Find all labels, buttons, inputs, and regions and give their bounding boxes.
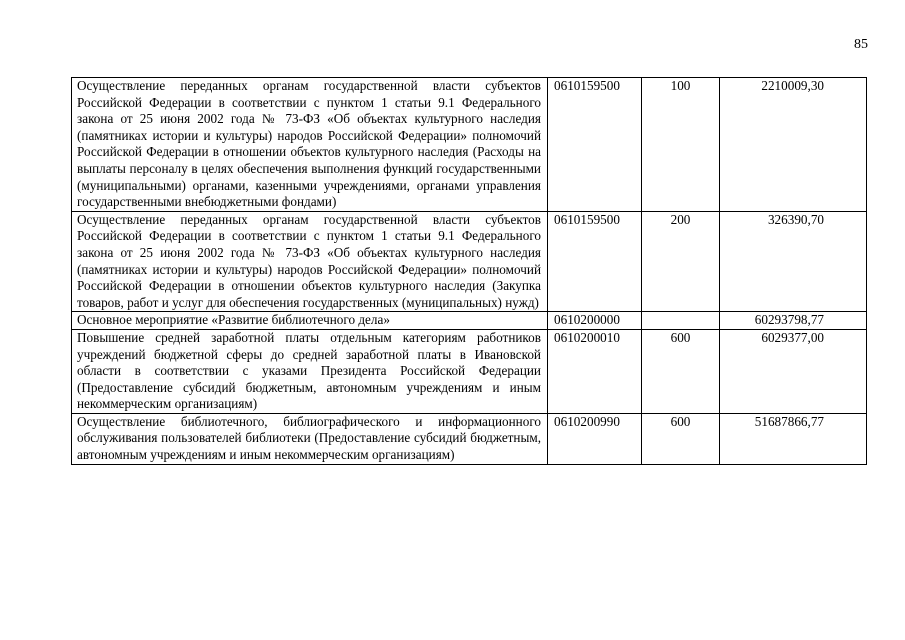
expense-type-cell: 600 (642, 329, 720, 413)
target-code-cell: 0610200990 (548, 413, 642, 464)
table-row (72, 78, 867, 212)
expense-name-cell: Осуществление переданных органам государственной власти субъектов Российской Федерации в соответствии с пунктом 1 статьи 9.1 Федерального закона от 25 июня 2002 года № 73-ФЗ «Об объектах культурного наследия (памятниках истории и культуры) народов Российской Федерации» полномочий Российской Федерации в отношении объектов культурного наследия (Расходы на выплаты персоналу в целях обеспечения выполнения функций государственными (муниципальными) органами, казенными учреждениями, органами управления государственными внебюджетными фондами) (72, 78, 548, 212)
expense-type-cell (642, 312, 720, 330)
target-code-cell: 0610200000 (548, 312, 642, 330)
expense-name-cell: Осуществление переданных органам государственной власти субъектов Российской Федерации в соответствии с пунктом 1 статьи 9.1 Федерального закона от 25 июня 2002 года № 73-ФЗ «Об объектах культурного наследия (памятниках истории и культуры) народов Российской Федерации» полномочий Российской Федерации в отношении объектов культурного наследия (Закупка товаров, работ и услуг для обеспечения государственных (муниципальных) нужд) (72, 211, 548, 312)
table-row (72, 211, 867, 312)
target-code-cell: 0610159500 (548, 78, 642, 212)
amount-cell: 2210009,30 (720, 78, 867, 212)
table-row (72, 312, 867, 330)
expense-name-cell: Повышение средней заработной платы отдельным категориям работников учреждений бюджетной сферы до средней заработной платы в Ивановской области в соответствии с указами Президента Российской Федерации (Предоставление субсидий бюджетным, автономным учреждениям и иным некоммерческим организациям) (72, 329, 548, 413)
table-row (72, 329, 867, 413)
expense-name-cell: Осуществление библиотечного, библиографического и информационного обслуживания пользователей библиотеки (Предоставление субсидий бюджетным, автономным учреждениям и иным некоммерческим организациям) (72, 413, 548, 464)
target-code-cell: 0610159500 (548, 211, 642, 312)
target-code-cell: 0610200010 (548, 329, 642, 413)
amount-cell: 6029377,00 (720, 329, 867, 413)
expense-type-cell: 200 (642, 211, 720, 312)
amount-cell: 51687866,77 (720, 413, 867, 464)
expense-type-cell: 100 (642, 78, 720, 212)
table-row (72, 413, 867, 464)
page-number: 85 (854, 37, 868, 52)
expense-type-cell: 600 (642, 413, 720, 464)
amount-cell: 326390,70 (720, 211, 867, 312)
amount-cell: 60293798,77 (720, 312, 867, 330)
expense-name-cell: Основное мероприятие «Развитие библиотечного дела» (72, 312, 548, 330)
budget-table (71, 77, 867, 465)
